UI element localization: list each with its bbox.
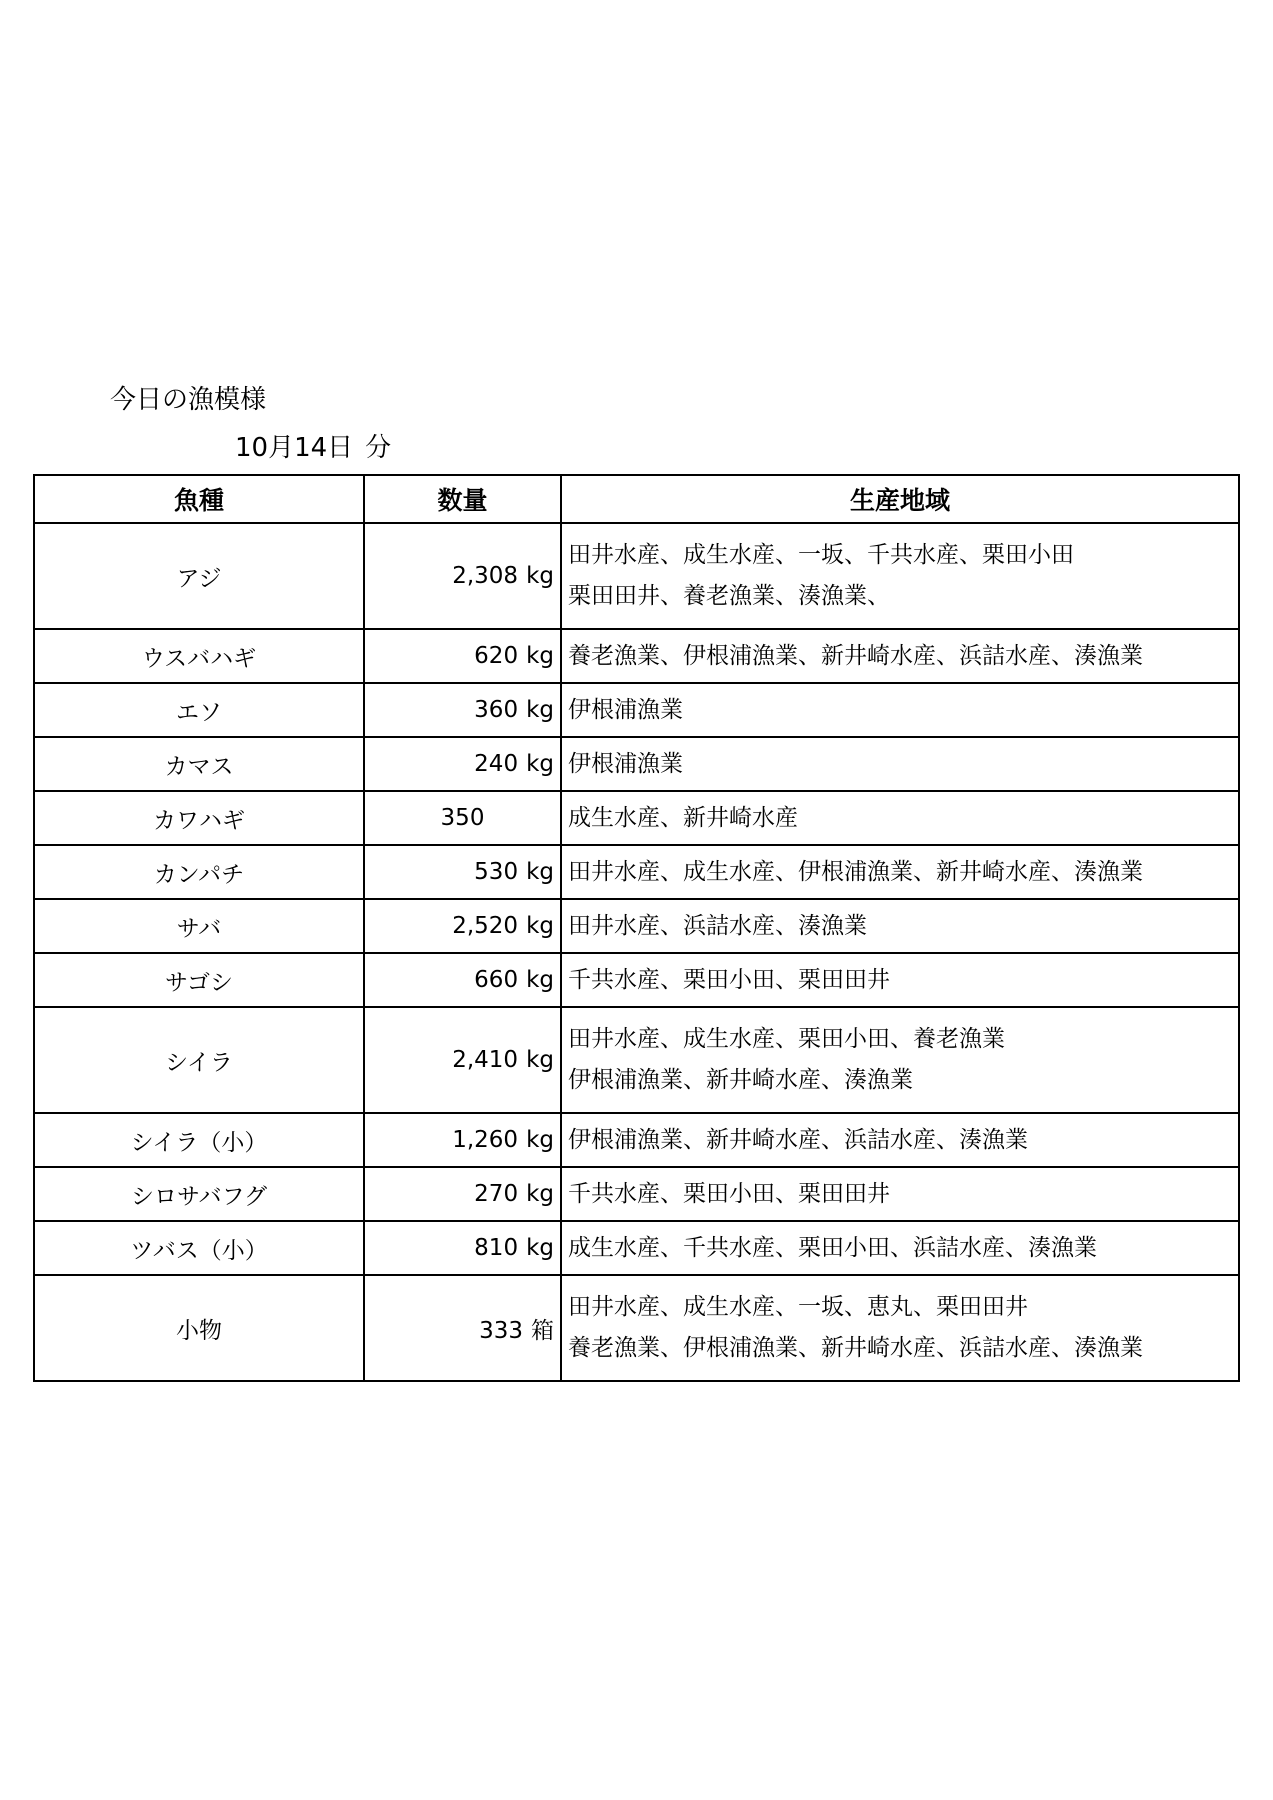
- amount-cell: [364, 1113, 561, 1167]
- table-row: [34, 1167, 1239, 1221]
- amount-cell: [364, 523, 561, 629]
- region-line: 伊根浦漁業、新井崎水産、浜詰水産、湊漁業: [568, 1126, 1028, 1153]
- amount-value: 660: [474, 967, 519, 993]
- species-cell: ウスバハギ: [34, 629, 364, 683]
- region-line: 養老漁業、伊根浦漁業、新井崎水産、浜詰水産、湊漁業: [568, 642, 1143, 669]
- table-row: [34, 523, 1239, 629]
- regions-cell: [561, 1113, 1239, 1167]
- amount-cell: [364, 1167, 561, 1221]
- catch-table: [33, 474, 1240, 1382]
- species-cell: シロサバフグ: [34, 1167, 364, 1221]
- regions-cell: [561, 845, 1239, 899]
- amount-value: 1,260: [452, 1127, 519, 1153]
- amount-unit: kg: [526, 967, 554, 993]
- column-header-regions: 生産地域: [561, 475, 1239, 523]
- amount-value: 2,410: [452, 1047, 519, 1073]
- region-line: 田井水産、成生水産、一坂、千共水産、栗田小田: [568, 542, 1074, 568]
- amount-value: 360: [474, 697, 519, 723]
- amount-value: 530: [474, 859, 519, 885]
- amount-unit: kg: [526, 563, 554, 589]
- amount-cell: [364, 683, 561, 737]
- table-row: [34, 629, 1239, 683]
- table-row: [34, 683, 1239, 737]
- regions-cell: [561, 629, 1239, 683]
- region-line: 田井水産、成生水産、一坂、恵丸、栗田田井: [568, 1294, 1028, 1320]
- region-line: 成生水産、千共水産、栗田小田、浜詰水産、湊漁業: [568, 1234, 1097, 1261]
- species-cell: カマス: [34, 737, 364, 791]
- regions-cell: [561, 1007, 1239, 1113]
- amount-cell: [364, 1007, 561, 1113]
- species-cell: シイラ: [34, 1007, 364, 1113]
- amount-unit: kg: [526, 1181, 554, 1207]
- amount-unit: kg: [526, 643, 554, 669]
- amount-unit: kg: [526, 697, 554, 723]
- species-cell: エソ: [34, 683, 364, 737]
- amount-value: 2,520: [452, 913, 519, 939]
- amount-unit: kg: [526, 1127, 554, 1153]
- regions-cell: [561, 737, 1239, 791]
- amount-cell: [364, 737, 561, 791]
- regions-cell: [561, 791, 1239, 845]
- region-line: 伊根浦漁業: [568, 696, 683, 723]
- amount-cell: [364, 1275, 561, 1381]
- regions-cell: [561, 1221, 1239, 1275]
- amount-cell: [364, 791, 561, 845]
- table-header: [34, 475, 1239, 523]
- amount-value: 350: [440, 805, 485, 831]
- region-line: 千共水産、栗田小田、栗田田井: [568, 966, 890, 993]
- table-row: [34, 1007, 1239, 1113]
- page-title: 今日の漁模様: [110, 385, 267, 415]
- table-row: [34, 791, 1239, 845]
- table-row: [34, 899, 1239, 953]
- species-cell: ツバス（小）: [34, 1221, 364, 1275]
- amount-cell: [364, 899, 561, 953]
- species-cell: カンパチ: [34, 845, 364, 899]
- column-header-species: 魚種: [34, 475, 364, 523]
- date: 10月14日: [235, 433, 354, 463]
- amount-cell: [364, 953, 561, 1007]
- amount-cell: [364, 629, 561, 683]
- region-line: 千共水産、栗田小田、栗田田井: [568, 1180, 890, 1207]
- amount-unit: kg: [526, 751, 554, 777]
- region-line: 成生水産、新井崎水産: [568, 804, 798, 831]
- amount-unit: 箱: [531, 1317, 554, 1344]
- amount-unit: kg: [526, 1047, 554, 1073]
- amount-value: 2,308: [452, 563, 519, 589]
- regions-cell: [561, 1275, 1239, 1381]
- region-line: 田井水産、浜詰水産、湊漁業: [568, 912, 867, 939]
- table-row: [34, 845, 1239, 899]
- region-line: 伊根浦漁業: [568, 750, 683, 777]
- table-row: [34, 1113, 1239, 1167]
- date-suffix: 分: [365, 433, 392, 463]
- regions-cell: [561, 523, 1239, 629]
- amount-value: 240: [474, 751, 519, 777]
- amount-value: 333: [479, 1317, 523, 1344]
- date-line: [235, 430, 391, 466]
- column-header-amount: 数量: [364, 475, 561, 523]
- regions-cell: [561, 683, 1239, 737]
- species-cell: サゴシ: [34, 953, 364, 1007]
- amount-value: 620: [474, 643, 519, 669]
- region-line: 田井水産、成生水産、栗田小田、養老漁業: [568, 1026, 1005, 1052]
- table-row: [34, 1275, 1239, 1381]
- species-cell: カワハギ: [34, 791, 364, 845]
- region-line: 栗田田井、養老漁業、湊漁業、: [568, 583, 890, 609]
- amount-value: 810: [474, 1235, 519, 1261]
- table-row: [34, 1221, 1239, 1275]
- amount-unit: kg: [526, 859, 554, 885]
- region-line: 養老漁業、伊根浦漁業、新井崎水産、浜詰水産、湊漁業: [568, 1335, 1143, 1361]
- table-row: [34, 953, 1239, 1007]
- regions-cell: [561, 953, 1239, 1007]
- regions-cell: [561, 899, 1239, 953]
- region-line: 田井水産、成生水産、伊根浦漁業、新井崎水産、湊漁業: [568, 858, 1143, 885]
- species-cell: シイラ（小）: [34, 1113, 364, 1167]
- table-body: [34, 523, 1239, 1381]
- amount-value: 270: [474, 1181, 519, 1207]
- header-row: [34, 475, 1239, 523]
- amount-unit: kg: [526, 913, 554, 939]
- species-cell: サバ: [34, 899, 364, 953]
- amount-cell: [364, 845, 561, 899]
- amount-unit: kg: [526, 1235, 554, 1261]
- regions-cell: [561, 1167, 1239, 1221]
- amount-cell: [364, 1221, 561, 1275]
- region-line: 伊根浦漁業、新井崎水産、湊漁業: [568, 1067, 913, 1093]
- species-cell: 小物: [34, 1275, 364, 1381]
- species-cell: アジ: [34, 523, 364, 629]
- table-row: [34, 737, 1239, 791]
